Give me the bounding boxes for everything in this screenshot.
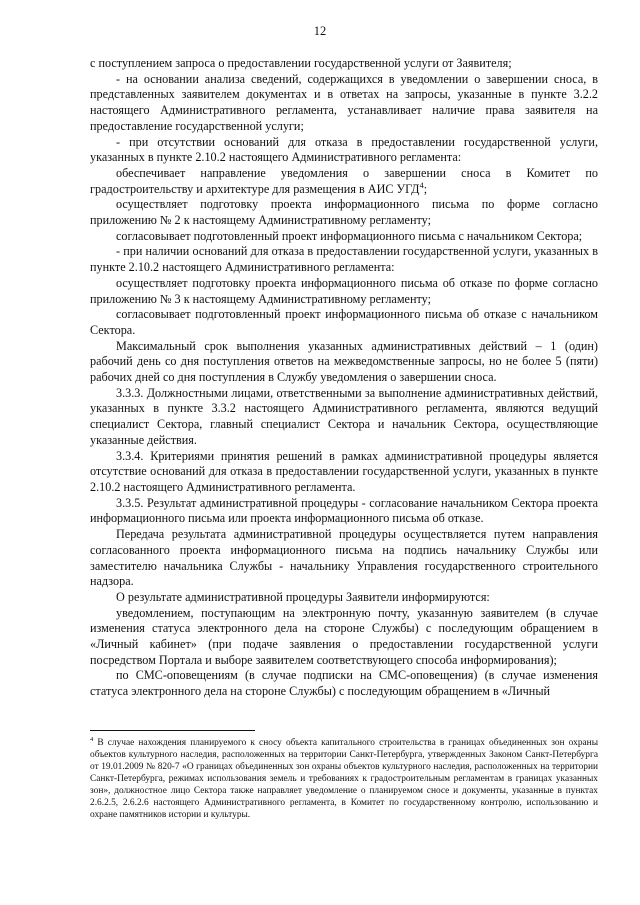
paragraph-text: 3.3.5. Результат административной процедуры - согласование начальником Сектора проекта информационного письма или проекта информационного письма об отказе. <box>90 495 598 526</box>
footnote-reference: 4 <box>419 179 424 190</box>
document-body <box>90 56 598 700</box>
paragraph <box>90 496 598 527</box>
paragraph <box>90 449 598 496</box>
footnote-separator <box>90 730 255 731</box>
paragraph-text: обеспечивает направление уведомления о завершении сноса в Комитет по градостроительству и архитектуре для размещения в АИС УГД <box>90 165 598 196</box>
paragraph <box>90 590 598 606</box>
footnote <box>90 737 598 821</box>
paragraph <box>90 72 598 135</box>
paragraph-text: согласовывает подготовленный проект информационного письма с начальником Сектора; <box>116 228 583 243</box>
paragraph-tail: ; <box>423 181 428 196</box>
paragraph <box>90 668 598 699</box>
paragraph <box>90 276 598 307</box>
paragraph-text: по СМС-оповещениям (в случае подписки на СМС-оповещения) (в случае изменения статуса электронного дела на стороне Службы) с последующим обращением в «Личный <box>90 668 598 699</box>
page-number: 12 <box>313 24 327 38</box>
paragraph-text: согласовывает подготовленный проект информационного письма об отказе с начальником Сектора. <box>90 307 598 337</box>
paragraph-text: уведомлением, поступающим на электронную почту, указанную заявителем (в случае изменения статуса электронного дела на стороне Службы) с последующим обращением в «Личный кабинет» (при подаче заявления о предоставлении государственной услуги посредством Портала и выборе заявителем соответствующего способа информирования); <box>90 605 598 667</box>
paragraph <box>90 229 598 245</box>
paragraph <box>90 166 598 197</box>
paragraph <box>90 527 598 590</box>
paragraph-text: 3.3.3. Должностными лицами, ответственными за выполнение административных действий, указанных в пункте 3.3.2 настоящего Административного регламента, являются ведущий специалист Сектора, главный специалист Сектора и начальник Сектора, осуществляющие указанные действия. <box>90 385 598 447</box>
paragraph <box>90 56 598 72</box>
paragraph-text: Передача результата административной процедуры осуществляется путем направления согласованного проекта информационного письма на подпись начальнику Службы или заместителю начальника Службы - начальнику Управления государственного строительного надзора. <box>90 527 598 589</box>
paragraph <box>90 386 598 449</box>
footnote-text: В случае нахождения планируемого к сносу объекта капитального строительства в границах объединенных зон охраны объектов культурного наследия, расположенных на территории Санкт-Петербурга, утвержденных Законом Санкт-Петербурга от 19.01.2009 № 820-7 «О границах объединенных зон охраны объектов культурного наследия, расположенных на территории Санкт-Петербурга, режимах использования земель и требованиях к градостроительным регламентам в границах указанных зон», должностное лицо Сектора также направляет уведомление о планируемом сносе и документы, указанные в пунктах 2.6.2.5, 2.6.2.6 настоящего Административного регламента, в Комитет по государственному контролю, использованию и охране памятников истории и культуры. <box>90 738 598 820</box>
footnote-paragraph <box>90 737 598 821</box>
footnote-marker: 4 <box>90 735 94 743</box>
paragraph-text: - при отсутствии оснований для отказа в предоставлении государственной услуги, указанных в пункте 2.10.2 настоящего Административного регламента: <box>90 134 598 165</box>
paragraph-text: с поступлением запроса о предоставлении государственной услуги от Заявителя; <box>90 56 512 70</box>
paragraph-text: 3.3.4. Критериями принятия решений в рамках административной процедуры является отсутствие оснований для отказа в предоставлении государственной услуги, указанных в пункте 2.10.2 настоящего Административного регламента. <box>90 448 598 494</box>
paragraph-text: О результате административной процедуры Заявители информируются: <box>116 589 490 604</box>
paragraph <box>90 606 598 669</box>
paragraph <box>90 244 598 275</box>
paragraph-text: осуществляет подготовку проекта информационного письма по форме согласно приложению № 2 к настоящему Административному регламенту; <box>90 197 598 228</box>
paragraph-text: Максимальный срок выполнения указанных административных действий – 1 (один) рабочий день со дня поступления ответов на межведомственные запросы, но не более 5 (пяти) рабочих дней со дня поступления в Службу уведомления о завершении сноса. <box>90 338 598 385</box>
paragraph-text: - на основании анализа сведений, содержащихся в уведомлении о завершении сноса, в представленных заявителем документах и в ответах на запросы, указанные в пункте 3.2.2 настоящего Административного регламента, устанавливает наличие права заявителя на предоставление государственной услуги; <box>90 71 598 133</box>
paragraph <box>90 135 598 166</box>
paragraph-text: - при наличии оснований для отказа в предоставлении государственной услуги, указанных в пункте 2.10.2 настоящего Административного регламента: <box>90 244 598 275</box>
paragraph <box>90 307 598 338</box>
paragraph-text: осуществляет подготовку проекта информационного письма об отказе по форме согласно приложению № 3 к настоящему Административному регламенту; <box>90 275 598 306</box>
paragraph <box>90 197 598 228</box>
paragraph <box>90 339 598 386</box>
